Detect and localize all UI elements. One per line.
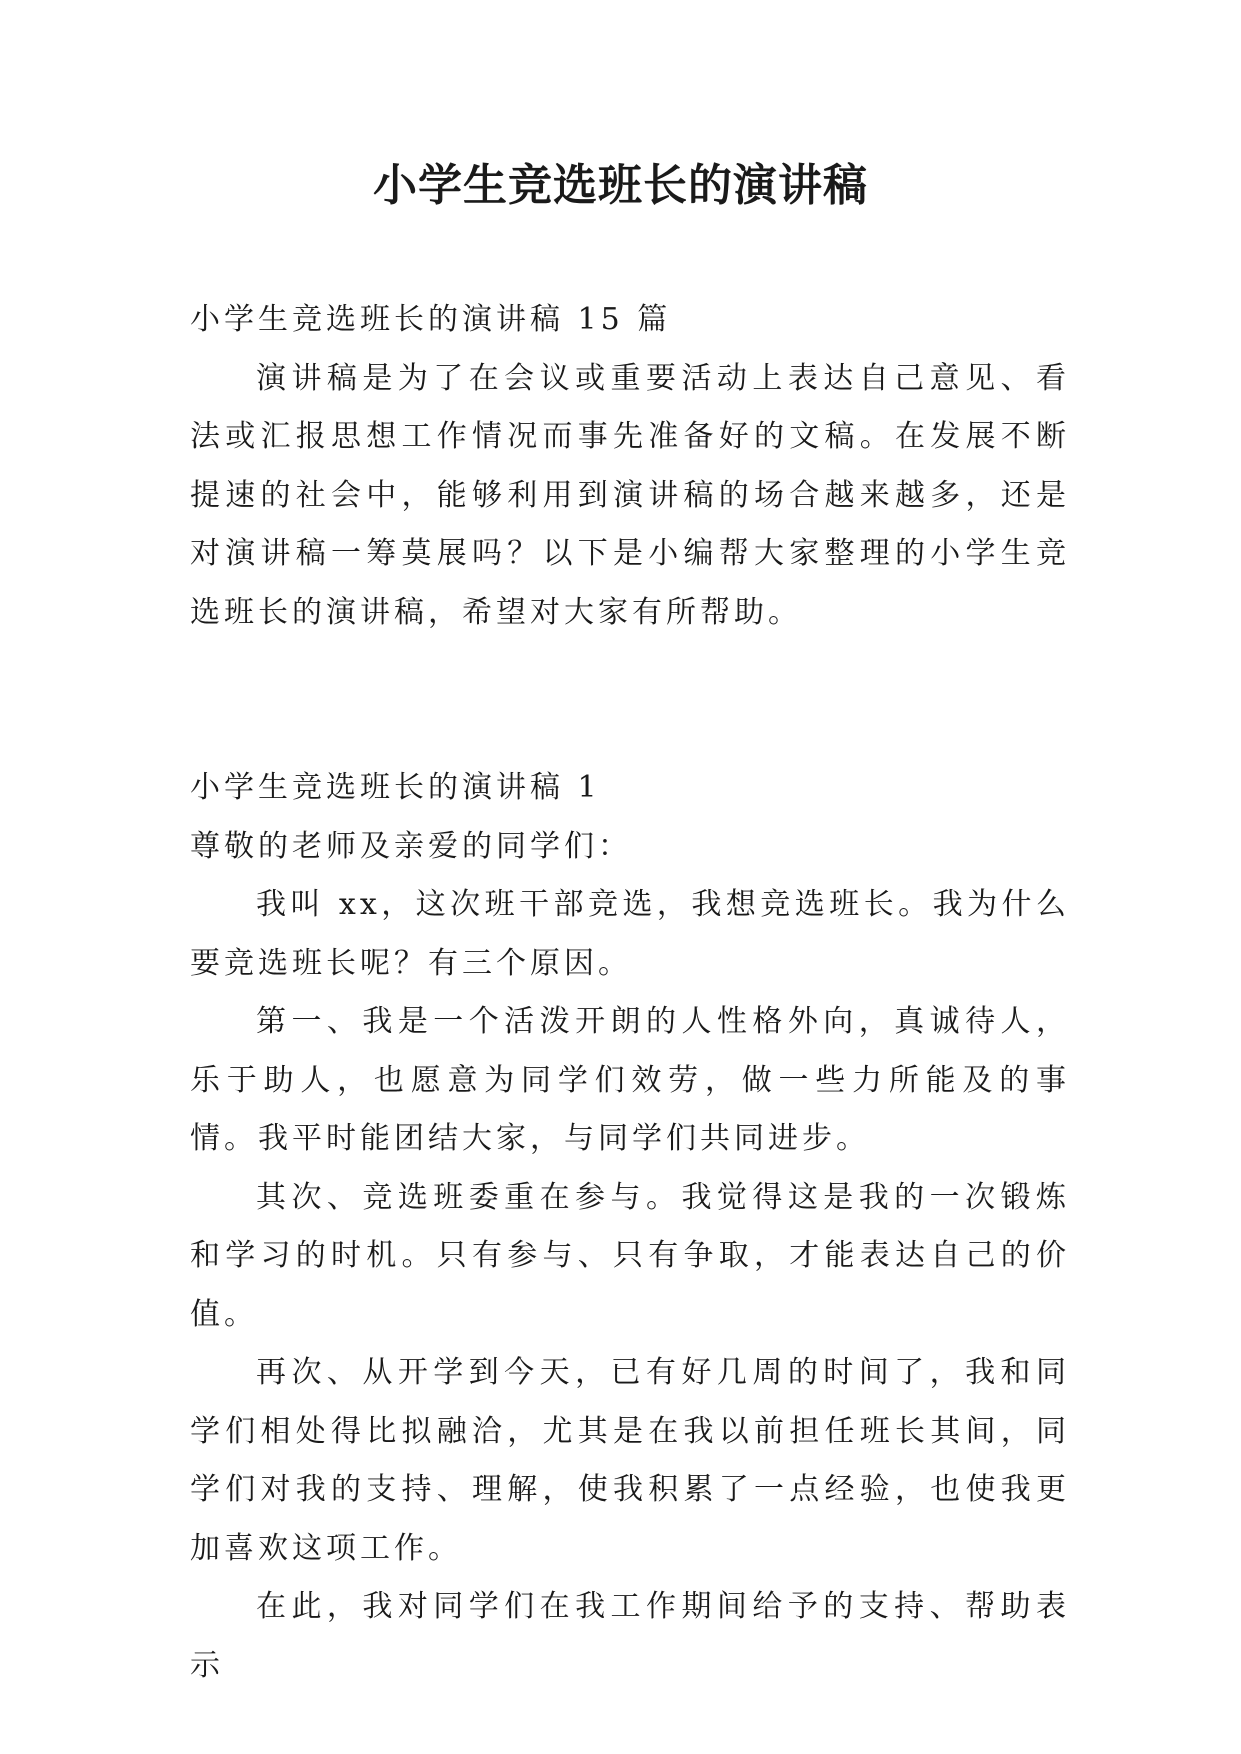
body-paragraph: 第一、我是一个活泼开朗的人性格外向，真诚待人，乐于助人，也愿意为同学们效劳，做一些力所能及的事情。我平时能团结大家，与同学们共同进步。 xyxy=(190,1004,1070,1156)
section-spacer xyxy=(190,642,1070,759)
document-subtitle: 小学生竞选班长的演讲稿 15 篇 xyxy=(190,302,672,337)
body-paragraph: 再次、从开学到今天，已有好几周的时间了，我和同学们相处得比拟融洽，尤其是在我以前担任班长其间，同学们对我的支持、理解，使我积累了一点经验，也使我更加喜欢这项工作。 xyxy=(190,1355,1070,1566)
body-paragraph: 我叫 xx，这次班干部竞选，我想竞选班长。我为什么要竞选班长呢？有三个原因。 xyxy=(190,887,1070,981)
section-heading: 小学生竞选班长的演讲稿 1 xyxy=(190,770,601,805)
document-title: 小学生竞选班长的演讲稿 xyxy=(373,160,868,211)
body-paragraph: 其次、竞选班委重在参与。我觉得这是我的一次锻炼和学习的时机。只有参与、只有争取，才能表达自己的价值。 xyxy=(190,1179,1070,1332)
salutation: 尊敬的老师及亲爱的同学们： xyxy=(190,828,632,864)
intro-paragraph: 演讲稿是为了在会议或重要活动上表达自己意见、看法或汇报思想工作情况而事先准备好的文稿。在发展不断提速的社会中，能够利用到演讲稿的场合越来越多，还是对演讲稿一筹莫展吗？以下是小编帮大家整理的小学生竞选班长的演讲稿，希望对大家有所帮助。 xyxy=(190,360,1070,630)
document-body xyxy=(190,291,1070,1695)
body-paragraph: 在此，我对同学们在我工作期间给予的支持、帮助表示 xyxy=(190,1589,1070,1683)
